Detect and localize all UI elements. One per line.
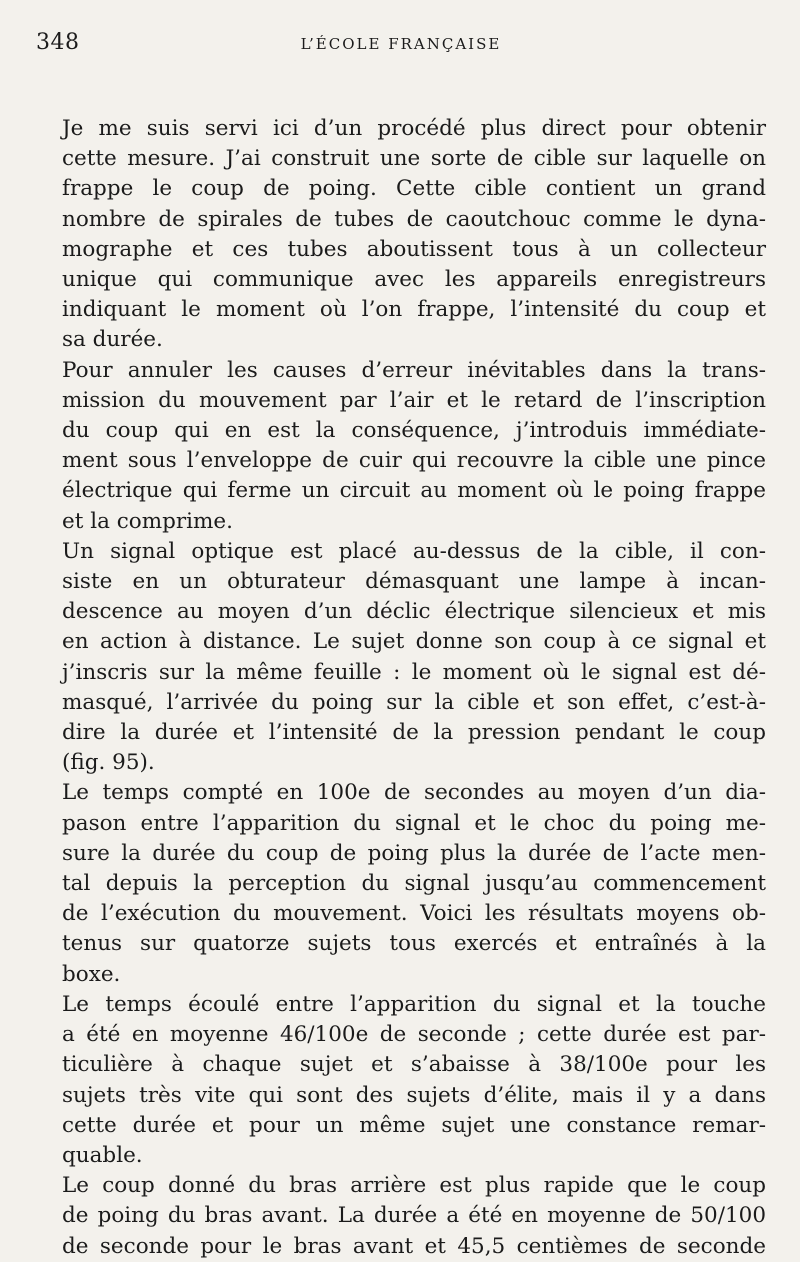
text-line: ticulière à chaque sujet et s’abaisse à 38/100e pour les — [62, 1052, 766, 1078]
text-line: et la comprime. — [62, 508, 233, 534]
body-text — [36, 114, 766, 1262]
paragraph-4 — [36, 778, 766, 989]
running-header — [36, 30, 766, 62]
text-line: tal depuis la perception du signal jusqu’au commencement — [62, 871, 766, 897]
text-line: mographe et ces tubes aboutissent tous à un collecteur — [62, 236, 766, 262]
text-line: Le coup donné du bras arrière est plus rapide que le coup — [62, 1173, 766, 1199]
paragraph-2 — [36, 356, 766, 537]
text-line: du coup qui en est la conséquence, j’introduis immédiate- — [62, 418, 766, 444]
text-line: (fig. 95). — [62, 750, 155, 776]
text-line: en action à distance. Le sujet donne son coup à ce signal et — [62, 629, 766, 655]
text-line: j’inscris sur la même feuille : le moment où le signal est dé- — [62, 659, 766, 685]
text-line: quable. — [62, 1142, 143, 1168]
text-line: dire la durée et l’intensité de la pression pendant le coup — [62, 720, 766, 746]
text-line: de l’exécution du mouvement. Voici les résultats moyens ob- — [62, 901, 766, 927]
text-line: Un signal optique est placé au-dessus de la cible, il con- — [62, 538, 766, 564]
text-line: frappe le coup de poing. Cette cible contient un grand — [62, 176, 766, 202]
paragraph-3 — [36, 537, 766, 779]
text-line: Pour annuler les causes d’erreur inévitables dans la trans- — [62, 357, 766, 383]
text-line: mission du mouvement par l’air et le retard de l’inscription — [62, 387, 766, 413]
text-line: boxe. — [62, 961, 121, 987]
text-line: siste en un obturateur démasquant une lampe à incan- — [62, 569, 766, 595]
text-line: Je me suis servi ici d’un procédé plus direct pour obtenir — [62, 116, 766, 141]
text-line: sa durée. — [62, 327, 163, 353]
text-line: cette mesure. J’ai construit une sorte de cible sur laquelle on — [62, 146, 766, 172]
running-title: L’ÉCOLE FRANÇAISE — [300, 35, 502, 53]
text-line: indiquant le moment où l’on frappe, l’intensité du coup et — [62, 297, 766, 323]
paragraph-6 — [36, 1171, 766, 1262]
text-line: pason entre l’apparition du signal et le choc du poing me- — [62, 810, 766, 836]
page-number: 348 — [36, 30, 80, 55]
text-line: électrique qui ferme un circuit au moment où le poing frappe — [62, 478, 766, 504]
text-line: sure la durée du coup de poing plus la durée de l’acte men- — [62, 840, 766, 866]
text-line: tenus sur quatorze sujets tous exercés et entraînés à la — [62, 931, 766, 957]
text-line: a été en moyenne 46/100e de seconde ; cette durée est par- — [62, 1022, 766, 1048]
text-line: cette durée et pour un même sujet une constance remar- — [62, 1112, 766, 1138]
paragraph-5 — [36, 990, 766, 1171]
text-line: masqué, l’arrivée du poing sur la cible et son effet, c’est-à- — [62, 689, 766, 715]
text-line: de seconde pour le bras avant et 45,5 centièmes de seconde — [62, 1233, 766, 1259]
text-line: ment sous l’enveloppe de cuir qui recouvre la cible une pince — [62, 448, 766, 474]
text-line: unique qui communique avec les appareils enregistreurs — [62, 267, 766, 293]
text-line: Le temps écoulé entre l’apparition du signal et la touche — [62, 991, 766, 1017]
text-line: descence au moyen d’un déclic électrique silencieux et mis — [62, 599, 766, 625]
text-line: Le temps compté en 100e de secondes au moyen d’un dia- — [62, 780, 766, 806]
text-line: nombre de spirales de tubes de caoutchouc comme le dyna- — [62, 206, 766, 232]
paragraph-1 — [36, 114, 766, 356]
text-line: sujets très vite qui sont des sujets d’élite, mais il y a dans — [62, 1082, 766, 1108]
text-line: de poing du bras avant. La durée a été en moyenne de 50/100 — [62, 1203, 766, 1229]
